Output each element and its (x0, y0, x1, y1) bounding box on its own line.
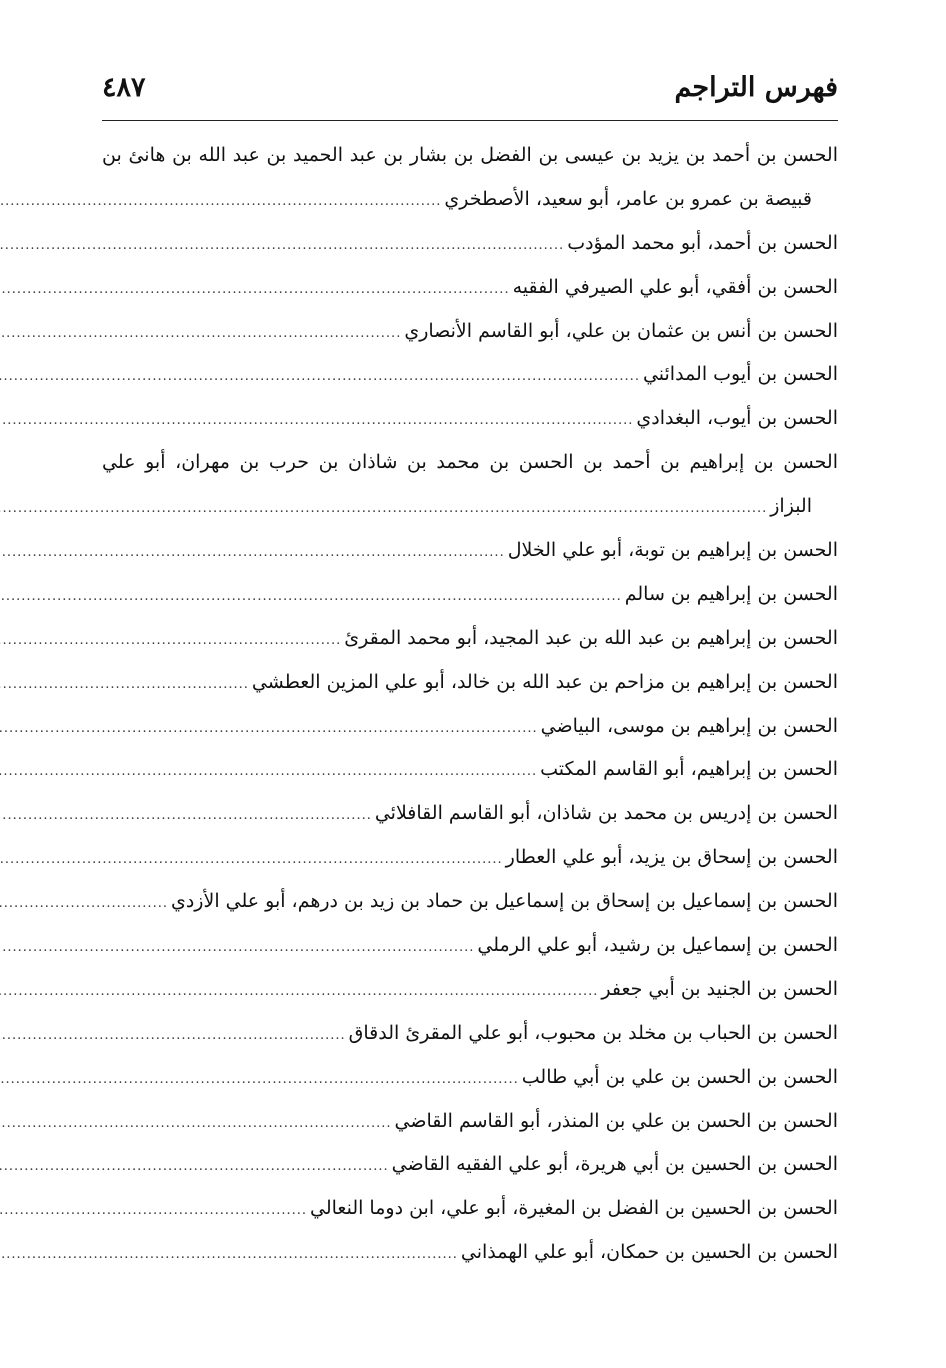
index-entry (102, 661, 838, 705)
entry-name: الحسن بن إسماعيل بن إسحاق بن إسماعيل بن حماد بن زيد بن درهم، أبو علي الأزدي (170, 890, 838, 913)
index-entry (102, 924, 838, 968)
entry-name: الحسن بن الحسين بن حمكان، أبو علي الهمذاني (460, 1241, 838, 1264)
index-entry (102, 1231, 838, 1275)
entry-name: الحسن بن أيوب، البغدادي (636, 407, 838, 430)
page-title: فهرس التراجم (674, 72, 838, 103)
index-entry (102, 880, 838, 924)
index-entry (102, 529, 838, 573)
dot-leader (0, 750, 537, 794)
index-entry (102, 968, 838, 1012)
dot-leader (0, 1233, 458, 1277)
index-entry (102, 1012, 838, 1056)
entry-name: الحسن بن أحمد بن يزيد بن عيسى بن الفضل بن بشار بن عبد الحميد بن عبد الله بن هانئ بن (102, 144, 838, 166)
dot-leader (0, 575, 622, 619)
entry-name: الحسن بن الجنيد بن أبي جعفر (601, 977, 838, 1000)
dot-leader (0, 926, 474, 970)
index-entry (102, 792, 838, 836)
dot-leader (0, 224, 564, 268)
dot-leader (0, 1014, 346, 1058)
entry-name: الحسن بن إبراهيم، أبو القاسم المكتب (540, 758, 838, 781)
dot-leader (0, 355, 640, 399)
index-entry (102, 705, 838, 749)
dot-leader (0, 487, 767, 531)
dot-leader (0, 1102, 392, 1146)
entry-name: الحسن بن أحمد، أبو محمد المؤدب (567, 231, 838, 254)
entry-name: الحسن بن إسحاق بن يزيد، أبو علي العطار (505, 846, 838, 869)
entry-name: قبيصة بن عمرو بن عامر، أبو سعيد، الأصطخري (444, 187, 812, 210)
index-entry (102, 134, 838, 178)
index-entry (102, 1187, 838, 1231)
entry-name: الحسن بن إبراهيم بن مزاحم بن عبد الله بن خالد، أبو علي المزين العطشي (251, 670, 838, 693)
index-entry (102, 1056, 838, 1100)
entry-name: الحسن بن إبراهيم بن توبة، أبو علي الخلال (507, 539, 838, 562)
index-entry (102, 573, 838, 617)
dot-leader (0, 1058, 519, 1102)
index-entry (102, 617, 838, 661)
index-entry-continuation (102, 485, 838, 529)
dot-leader (0, 399, 633, 443)
dot-leader (0, 838, 503, 882)
index-entry (102, 836, 838, 880)
index-entry (102, 222, 838, 266)
index-entry-continuation (102, 178, 838, 222)
dot-leader (0, 707, 538, 751)
dot-leader (0, 970, 598, 1014)
dot-leader (0, 619, 341, 663)
dot-leader (0, 180, 441, 224)
index-entry (102, 1100, 838, 1144)
entry-name: الحسن بن أنس بن عثمان بن علي، أبو القاسم الأنصاري (404, 319, 838, 342)
entry-name: الحسن بن الحسين بن الفضل بن المغيرة، أبو علي، ابن دوما النعالي (310, 1197, 838, 1220)
entry-name: الحسن بن إبراهيم بن سالم (624, 582, 838, 605)
entry-name: الحسن بن إبراهيم بن عبد الله بن عبد المجيد، أبو محمد المقرئ (344, 626, 838, 649)
dot-leader (0, 531, 505, 575)
entry-name: الحسن بن الحسن بن علي بن المنذر، أبو القاسم القاضي (394, 1109, 838, 1132)
entry-name: الحسن بن أفقي، أبو علي الصيرفي الفقيه (512, 275, 838, 298)
index-entry (102, 266, 838, 310)
index-entry (102, 397, 838, 441)
index-entry (102, 1143, 838, 1187)
entry-name: الحسن بن إدريس بن محمد بن شاذان، أبو القاسم القافلائي (374, 802, 838, 825)
entry-name: الحسن بن الحسين بن أبي هريرة، أبو علي الفقيه القاضي (391, 1153, 838, 1176)
dot-leader (0, 663, 249, 707)
index-entry (102, 441, 838, 485)
dot-leader (0, 794, 372, 838)
index-entries (102, 134, 838, 1275)
header-rule (102, 120, 838, 121)
dot-leader (0, 882, 168, 926)
dot-leader (0, 268, 510, 312)
page-number: ٤٨٧ (102, 72, 146, 103)
dot-leader (0, 312, 401, 356)
index-entry (102, 353, 838, 397)
dot-leader (0, 1189, 307, 1233)
entry-name: الحسن بن إسماعيل بن رشيد، أبو علي الرملي (477, 934, 838, 957)
entry-name: الحسن بن إبراهيم بن موسى، البياضي (540, 714, 838, 737)
entry-name: الحسن بن الحباب بن مخلد بن محبوب، أبو علي المقرئ الدقاق (348, 1021, 838, 1044)
entry-name: البزاز (770, 495, 812, 518)
page-header (102, 64, 838, 114)
entry-name: الحسن بن أيوب المدائني (642, 363, 838, 386)
entry-name: الحسن بن إبراهيم بن أحمد بن الحسن بن محمد بن شاذان بن حرب بن مهران، أبو علي (102, 451, 838, 474)
entry-name: الحسن بن الحسن بن علي بن أبي طالب (521, 1065, 838, 1088)
index-entry (102, 748, 838, 792)
dot-leader (0, 1145, 389, 1189)
index-entry (102, 310, 838, 354)
